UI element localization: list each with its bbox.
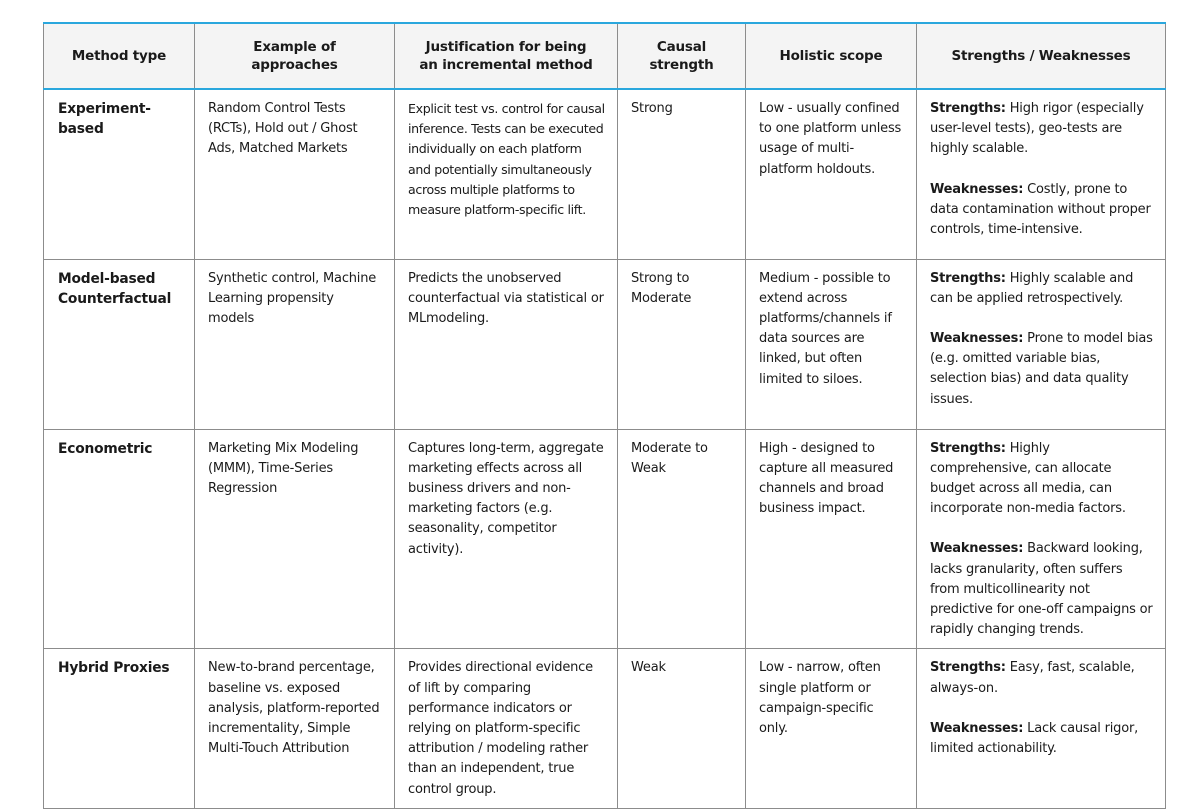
strengths-block <box>930 658 1153 698</box>
method-type-cell: Model-based Counterfactual <box>44 259 195 429</box>
method-type-cell: Experiment-based <box>44 89 195 259</box>
examples-cell: Synthetic control, Machine Learning propensity models <box>195 259 395 429</box>
weaknesses-text: Backward looking, lacks granularity, often suffers from multicollinearity not predictive for one-off campaigns or rapidly changing trends. <box>930 541 1153 638</box>
causal-strength-cell: Strong to Moderate <box>618 259 746 429</box>
header-row <box>44 23 1166 89</box>
strengths-weaknesses-cell <box>917 649 1166 808</box>
comparison-table <box>43 22 1166 809</box>
strengths-label: Strengths: <box>930 101 1006 116</box>
strengths-block <box>930 269 1153 309</box>
header-method-type: Method type <box>44 23 195 89</box>
weaknesses-block <box>930 329 1153 410</box>
causal-strength-cell: Strong <box>618 89 746 259</box>
holistic-scope-cell: Medium - possible to extend across platforms/channels if data sources are linked, but often limited to siloes. <box>746 259 917 429</box>
weaknesses-text: Lack causal rigor, limited actionability. <box>930 720 1139 756</box>
causal-strength-cell: Moderate to Weak <box>618 429 746 649</box>
causal-strength-cell: Weak <box>618 649 746 808</box>
strengths-label: Strengths: <box>930 440 1006 456</box>
weaknesses-block <box>930 180 1153 241</box>
justification-cell: Provides directional evidence of lift by comparing performance indicators or relying on platform-specific attribution / modeling rather than an independent, true control group. <box>395 649 618 808</box>
strengths-label: Strengths: <box>930 660 1006 676</box>
justification-cell: Explicit test vs. control for causal inference. Tests can be executed individually on each platform and potentially simultaneously across multiple platforms to measure platform-specific lift. <box>395 89 618 259</box>
header-examples: Example of approaches <box>195 23 395 89</box>
examples-cell: Random Control Tests (RCTs), Hold out / Ghost Ads, Matched Markets <box>195 89 395 259</box>
header-causal-strength: Causal strength <box>618 23 746 89</box>
strengths-text: Highly scalable and can be applied retrospectively. <box>930 270 1134 306</box>
strengths-text: Highly comprehensive, can allocate budget across all media, can incorporate non-media factors. <box>930 440 1126 517</box>
weaknesses-label: Weaknesses: <box>930 330 1024 346</box>
header-holistic-scope: Holistic scope <box>746 23 917 89</box>
holistic-scope-cell: High - designed to capture all measured channels and broad business impact. <box>746 429 917 649</box>
method-type-cell: Hybrid Proxies <box>44 649 195 808</box>
weaknesses-block <box>930 539 1153 640</box>
holistic-scope-cell: Low - usually confined to one platform unless usage of multi-platform holdouts. <box>746 89 917 259</box>
justification-cell: Captures long-term, aggregate marketing effects across all business drivers and non-marketing factors (e.g. seasonality, competitor activity). <box>395 429 618 649</box>
weaknesses-label: Weaknesses: <box>930 181 1024 197</box>
strengths-weaknesses-cell <box>917 429 1166 649</box>
strengths-text: Easy, fast, scalable, always-on. <box>930 660 1135 696</box>
justification-cell: Predicts the unobserved counterfactual via statistical or MLmodeling. <box>395 259 618 429</box>
strengths-weaknesses-cell <box>917 259 1166 429</box>
weaknesses-label: Weaknesses: <box>930 541 1024 557</box>
strengths-block <box>930 99 1153 160</box>
strengths-weaknesses-cell <box>917 89 1166 259</box>
strengths-text: High rigor (especially user-level tests), geo-tests are highly scalable. <box>930 101 1144 157</box>
holistic-scope-cell: Low - narrow, often single platform or campaign-specific only. <box>746 649 917 808</box>
examples-cell: Marketing Mix Modeling (MMM), Time-Series Regression <box>195 429 395 649</box>
strengths-label: Strengths: <box>930 270 1006 286</box>
table-row <box>44 259 1166 429</box>
table-row <box>44 649 1166 808</box>
strengths-block <box>930 439 1153 520</box>
weaknesses-text: Costly, prone to data contamination without proper controls, time-intensive. <box>930 181 1151 238</box>
header-justification: Justification for being an incremental method <box>395 23 618 89</box>
table-row <box>44 89 1166 259</box>
method-type-cell: Econometric <box>44 429 195 649</box>
examples-cell: New-to-brand percentage, baseline vs. exposed analysis, platform-reported incrementality, Simple Multi-Touch Attribution <box>195 649 395 808</box>
weaknesses-block <box>930 719 1153 759</box>
weaknesses-label: Weaknesses: <box>930 720 1024 736</box>
weaknesses-text: Prone to model bias (e.g. omitted variable bias, selection bias) and data quality issues. <box>930 330 1153 407</box>
header-strengths-weaknesses: Strengths / Weaknesses <box>917 23 1166 89</box>
table-row <box>44 429 1166 649</box>
